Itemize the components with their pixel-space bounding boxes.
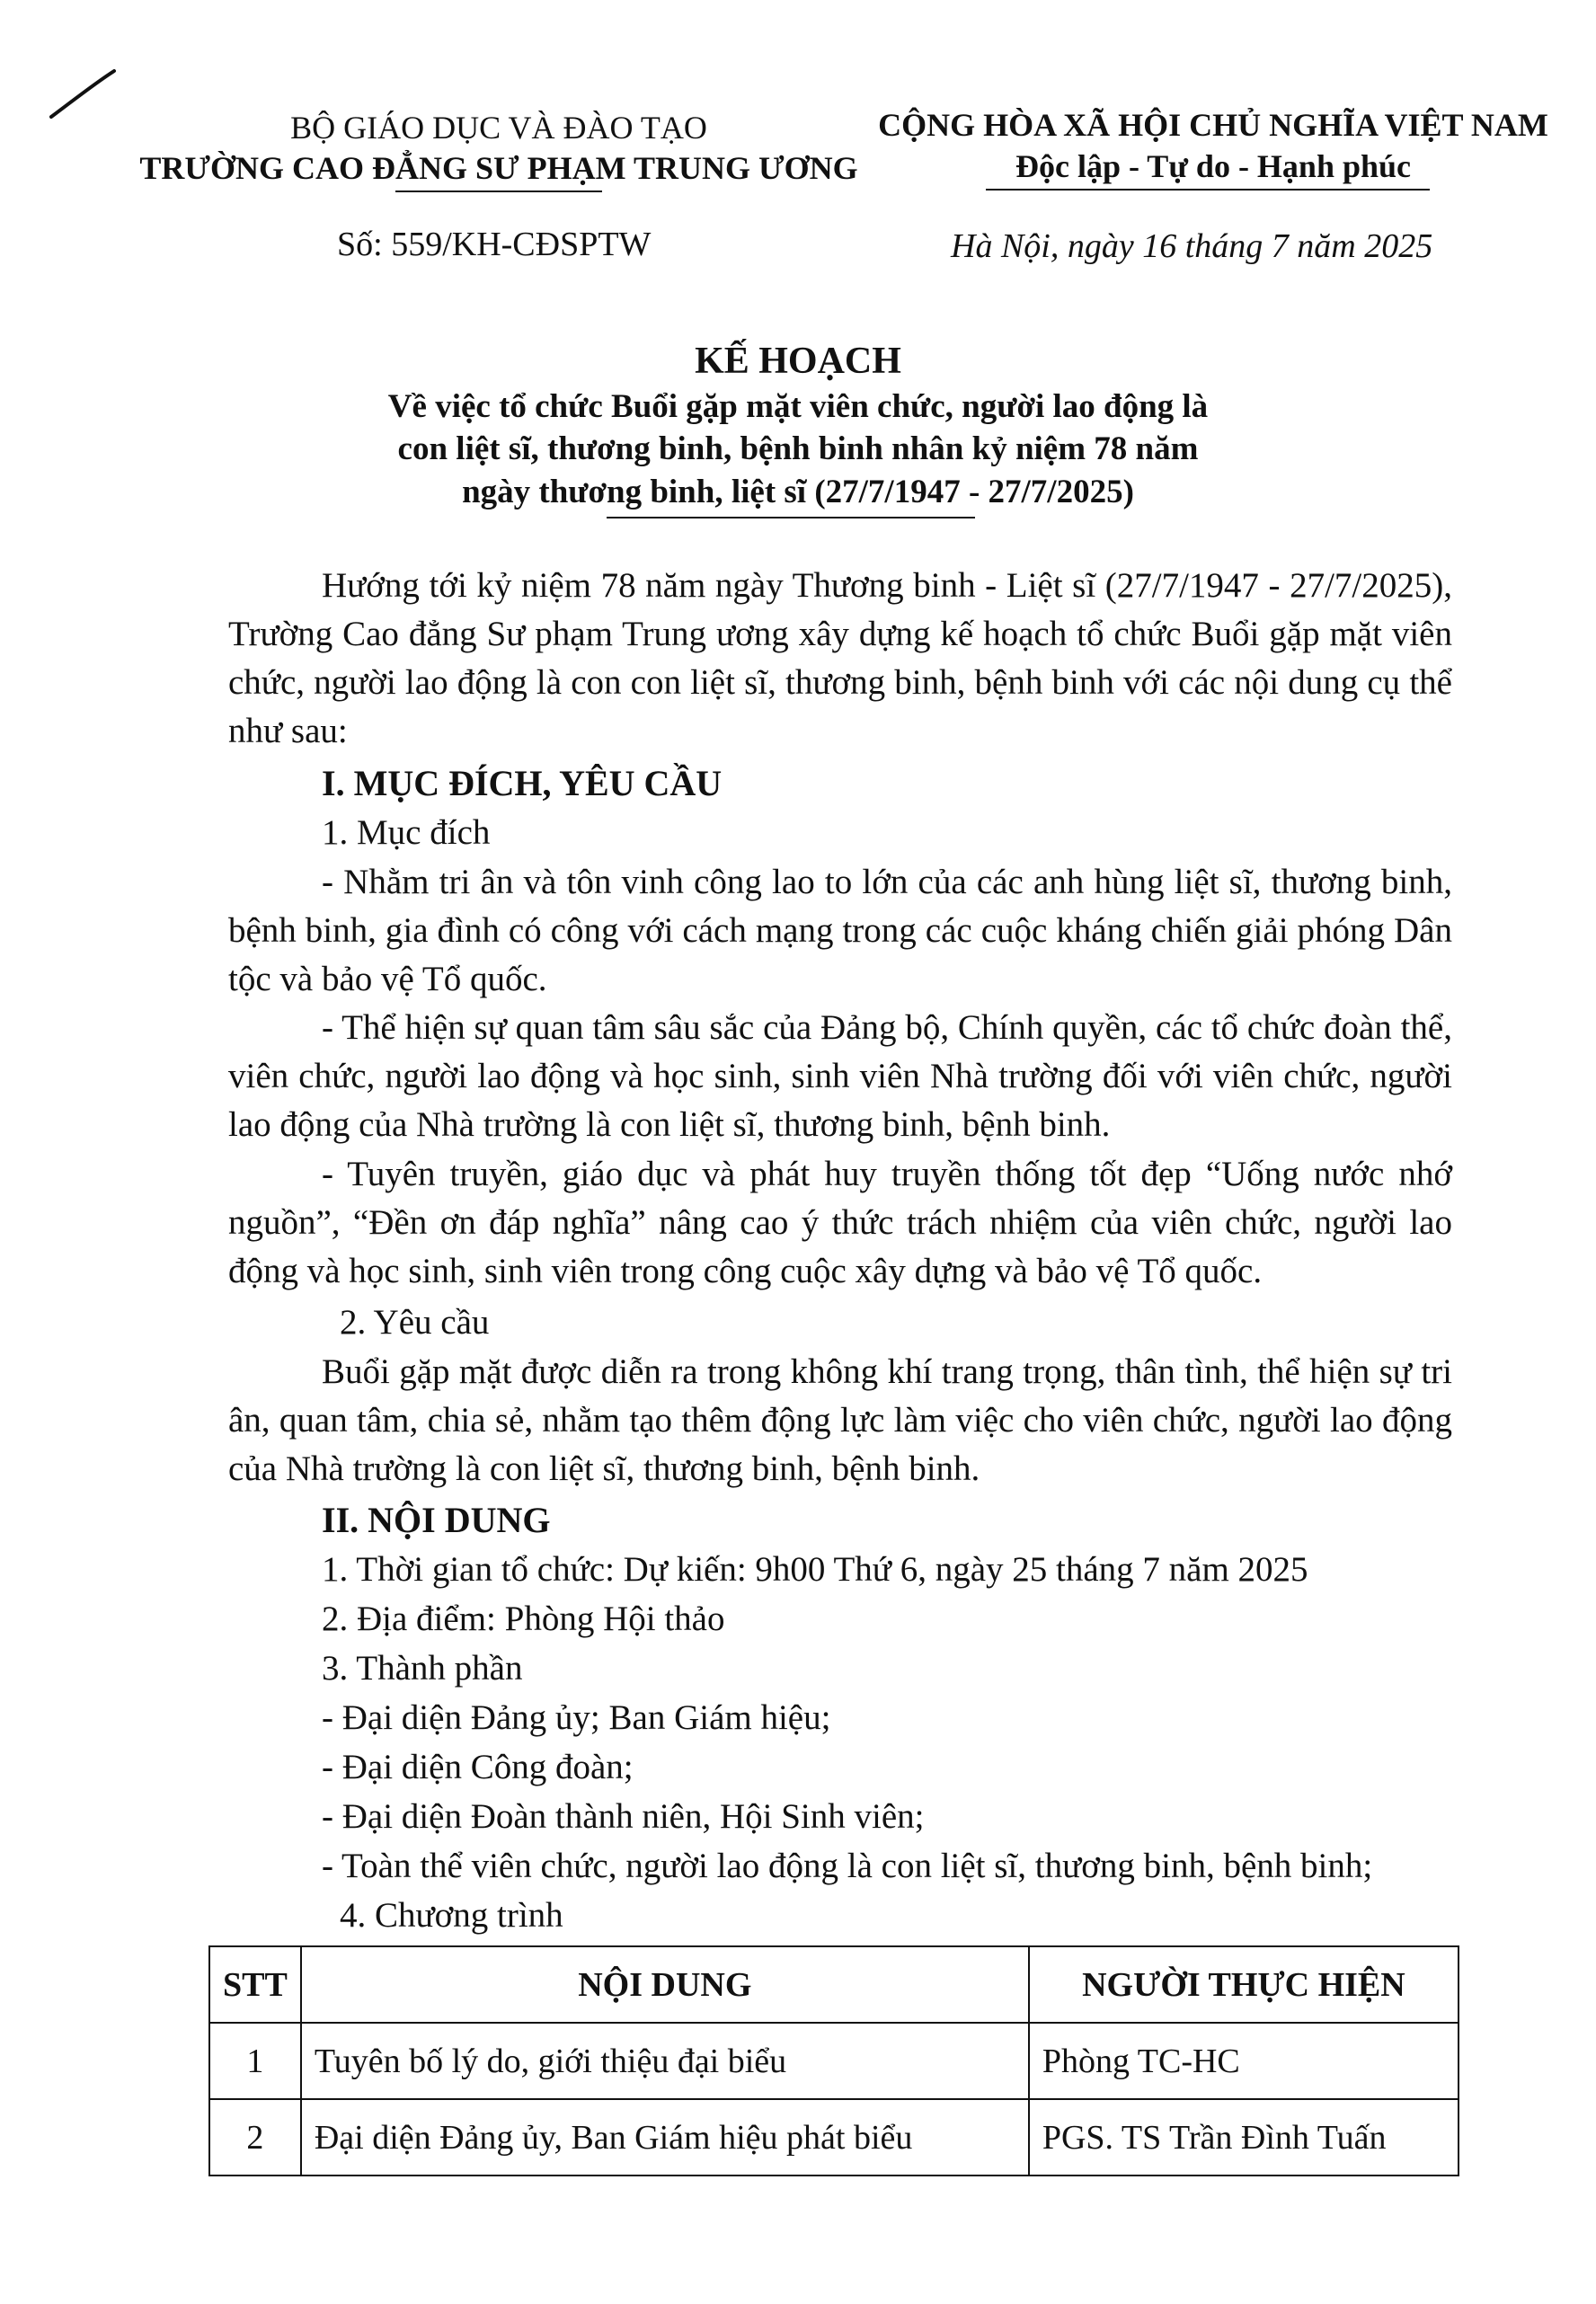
intro-paragraph: Hướng tới kỷ niệm 78 năm ngày Thương binh - Liệt sĩ (27/7/1947 - 27/7/2025), Trường Cao đẳng Sư phạm Trung ương xây dựng kế hoạch tổ chức Buổi gặp mặt viên chức, người lao động là con con liệt sĩ, thương binh, bệnh binh với các nội dung cụ thể như sau: — [228, 566, 1452, 750]
section-1-heading: I. MỤC ĐÍCH, YÊU CẦU — [322, 763, 723, 803]
participant-item: - Toàn thể viên chức, người lao động là con liệt sĩ, thương binh, bệnh binh; — [322, 1847, 1373, 1885]
program-heading: 4. Chương trình — [340, 1896, 563, 1935]
purpose-item-2: - Thể hiện sự quan tâm sâu sắc của Đảng bộ, Chính quyền, các tổ chức đoàn thể, viên chức, người lao động và học sinh, sinh viên Nhà trường đối với viên chức, người lao động của Nhà trường là con liệt sĩ, thương binh, bệnh binh. — [228, 1008, 1452, 1144]
table-row — [209, 2023, 1459, 2099]
document-date: Hà Nội, ngày 16 tháng 7 năm 2025 — [951, 227, 1433, 265]
column-header-content: NỘI DUNG — [301, 1946, 1029, 2023]
school-name: TRƯỜNG CAO ĐẲNG SƯ PHẠM TRUNG ƯƠNG — [139, 150, 858, 186]
row-content: Tuyên bố lý do, giới thiệu đại biểu — [301, 2023, 1029, 2099]
section-2-heading: II. NỘI DUNG — [322, 1500, 551, 1540]
row-number: 1 — [209, 2023, 301, 2099]
motto-underline — [986, 189, 1430, 191]
motto: Độc lập - Tự do - Hạnh phúc — [1015, 148, 1412, 184]
row-performer: Phòng TC-HC — [1029, 2023, 1459, 2099]
school-name-underline — [395, 191, 602, 192]
table-row — [209, 2099, 1459, 2176]
document-subtitle-line-3: ngày thương binh, liệt sĩ (27/7/1947 - 27/7/2025) — [462, 474, 1134, 510]
document-subtitle-line-2: con liệt sĩ, thương binh, bệnh binh nhân kỷ niệm 78 năm — [397, 430, 1199, 467]
ministry-name: BỘ GIÁO DỤC VÀ ĐÀO TẠO — [290, 110, 707, 146]
participant-item: - Đại diện Đoàn thành niên, Hội Sinh viên; — [322, 1797, 925, 1836]
column-header-performer: NGƯỜI THỰC HIỆN — [1029, 1946, 1459, 2023]
document-title: KẾ HOẠCH — [695, 341, 901, 382]
participant-item: - Đại diện Công đoàn; — [322, 1748, 634, 1786]
requirement-subheading: 2. Yêu cầu — [340, 1303, 490, 1342]
participant-item: - Đại diện Đảng ủy; Ban Giám hiệu; — [322, 1698, 831, 1737]
event-time: 1. Thời gian tổ chức: Dự kiến: 9h00 Thứ 6, ngày 25 tháng 7 năm 2025 — [322, 1550, 1308, 1589]
purpose-subheading: 1. Mục đích — [322, 813, 491, 852]
document-subtitle-line-1: Về việc tổ chức Buổi gặp mặt viên chức, người lao động là — [387, 388, 1209, 425]
purpose-item-1: - Nhằm tri ân và tôn vinh công lao to lớn của các anh hùng liệt sĩ, thương binh, bệnh binh, gia đình có công với cách mạng trong các cuộc kháng chiến giải phóng Dân tộc và bảo vệ Tổ quốc. — [228, 863, 1452, 998]
participants-heading: 3. Thành phần — [322, 1649, 523, 1688]
column-header-stt: STT — [209, 1946, 301, 2023]
program-table — [208, 1945, 1459, 2176]
pen-stroke-mark — [49, 67, 121, 121]
table-header-row — [209, 1946, 1459, 2023]
requirement-paragraph: Buổi gặp mặt được diễn ra trong không khí trang trọng, thân tình, thể hiện sự tri ân, quan tâm, chia sẻ, nhằm tạo thêm động lực làm việc cho viên chức, người lao động của Nhà trường là con liệt sĩ, thương binh, bệnh binh. — [228, 1352, 1452, 1488]
title-underline — [607, 517, 975, 518]
country-name: CỘNG HÒA XÃ HỘI CHỦ NGHĨA VIỆT NAM — [878, 107, 1548, 143]
document-number: Số: 559/KH-CĐSPTW — [337, 226, 652, 263]
row-number: 2 — [209, 2099, 301, 2176]
row-performer: PGS. TS Trần Đình Tuấn — [1029, 2099, 1459, 2176]
event-place: 2. Địa điểm: Phòng Hội thảo — [322, 1600, 725, 1638]
row-content: Đại diện Đảng ủy, Ban Giám hiệu phát biểu — [301, 2099, 1029, 2176]
purpose-item-3: - Tuyên truyền, giáo dục và phát huy truyền thống tốt đẹp “Uống nước nhớ nguồn”, “Đền ơn đáp nghĩa” nâng cao ý thức trách nhiệm của viên chức, người lao động và học sinh, sinh viên trong công cuộc xây dựng và bảo vệ Tổ quốc. — [228, 1155, 1452, 1290]
